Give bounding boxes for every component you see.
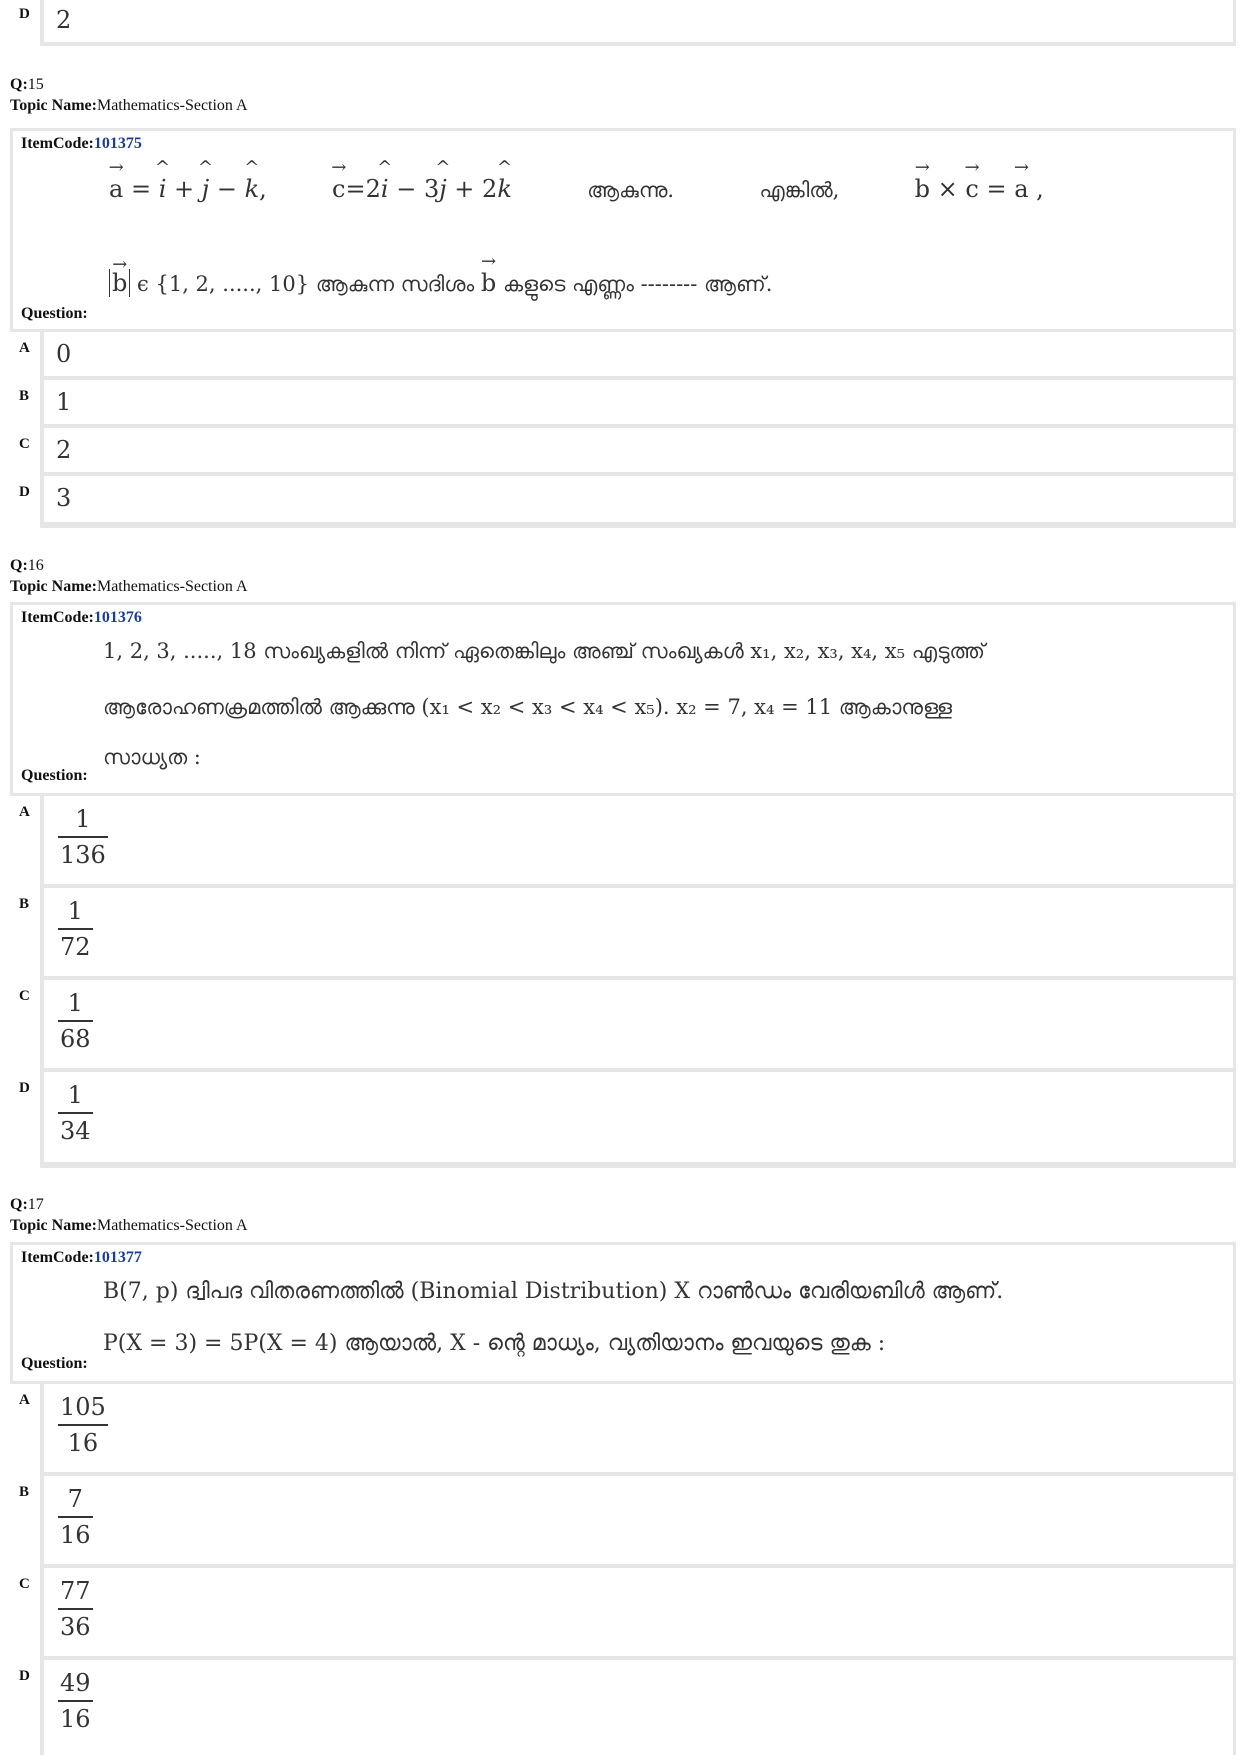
q15-option-c[interactable] xyxy=(10,428,1236,476)
option-text: 1 xyxy=(56,388,72,416)
option-letter: D xyxy=(10,0,40,46)
denominator: 16 xyxy=(67,1428,99,1457)
option-letter: C xyxy=(10,428,40,476)
unit-k: ^ k xyxy=(245,175,260,203)
numerator: 77 xyxy=(60,1577,91,1605)
unit-j: ^ j xyxy=(439,175,446,203)
unit-k: ^ k xyxy=(497,175,512,203)
option-text: 0 xyxy=(56,340,72,368)
comma: , xyxy=(259,175,267,203)
q17-option-b[interactable] xyxy=(10,1476,1236,1568)
option-letter: C xyxy=(10,980,40,1072)
times-sign: × xyxy=(930,175,966,203)
fraction xyxy=(58,894,93,964)
question-label: Question: xyxy=(21,767,88,784)
item-code xyxy=(21,1249,142,1267)
q16-option-a[interactable] xyxy=(10,796,1236,888)
q-number: 16 xyxy=(27,557,44,574)
item-code-value: 101375 xyxy=(93,135,142,152)
comma: , xyxy=(1028,175,1044,203)
option-cell xyxy=(44,0,1233,42)
fraction xyxy=(58,1574,93,1644)
fraction xyxy=(58,1666,93,1736)
denominator: 34 xyxy=(60,1116,91,1145)
topic-label: Topic Name: xyxy=(10,578,97,595)
q15-option-b[interactable] xyxy=(10,380,1236,428)
vector-b: → b xyxy=(481,269,496,297)
vector-b: → b xyxy=(112,269,127,297)
option-letter: D xyxy=(10,1660,40,1755)
option-cell xyxy=(44,428,1233,472)
fraction xyxy=(58,802,108,872)
option-text: 3 xyxy=(56,484,72,512)
option-cell xyxy=(44,380,1233,424)
question-header-17 xyxy=(10,1194,248,1236)
vector-c: → c xyxy=(332,175,345,203)
set-text: ϵ {1, 2, ....., 10} xyxy=(130,272,310,296)
option-cell xyxy=(44,1568,1233,1656)
fraction xyxy=(58,986,93,1056)
option-cell xyxy=(44,1660,1233,1755)
item-code xyxy=(21,609,142,627)
question-line-1 xyxy=(109,175,1229,203)
minus-sign: − xyxy=(209,175,245,203)
c-expr: =2 xyxy=(345,175,381,203)
question-label: Question: xyxy=(21,305,88,322)
fraction xyxy=(58,1078,93,1148)
denominator: 16 xyxy=(60,1704,91,1733)
item-code xyxy=(21,135,142,153)
fraction xyxy=(58,1482,93,1552)
numerator: 1 xyxy=(67,897,83,925)
question-line-1: 1, 2, 3, ....., 18 സംഖ്യകളിൽ നിന്ന് ഏതെങ്കിലും അഞ്ച് സംഖ്യകൾ x₁, x₂, x₃, x₄, x₅ എടുത്ത് xyxy=(103,639,985,663)
question-header-16 xyxy=(10,555,248,597)
option-text: 2 xyxy=(56,436,72,464)
option-letter: D xyxy=(10,1072,40,1168)
numerator: 1 xyxy=(75,805,91,833)
malayalam-text: കളുടെ എണ്ണം -------- ആണ്. xyxy=(496,272,773,296)
option-text: 2 xyxy=(56,6,72,34)
option-letter: B xyxy=(10,1476,40,1568)
vector-a: → a xyxy=(109,175,123,203)
denominator: 136 xyxy=(60,840,106,869)
prev-option-d[interactable] xyxy=(10,0,1236,46)
option-cell xyxy=(44,888,1233,976)
question-line-2: P(X = 3) = 5P(X = 4) ആയാൽ, X - ന്റെ മാധ്യം, വ്യതിയാനം ഇവയുടെ തുക : xyxy=(103,1331,886,1356)
topic-name: Mathematics-Section A xyxy=(96,1217,248,1234)
denominator: 36 xyxy=(60,1612,91,1641)
q-label: Q: xyxy=(10,1196,28,1213)
question-line-1: B(7, p) ദ്വിപദ വിതരണത്തിൽ (Binomial Distribution) X റാൺഡം വേരിയബിൾ ആണ്. xyxy=(103,1279,1004,1304)
option-letter: A xyxy=(10,1384,40,1476)
option-letter: C xyxy=(10,1568,40,1660)
question-header-15 xyxy=(10,74,248,116)
vector-a: → a xyxy=(1014,175,1028,203)
denominator: 16 xyxy=(60,1520,91,1549)
malayalam-text: ആകുന്ന സദിശം xyxy=(309,272,481,296)
unit-i: ^ i xyxy=(159,175,167,203)
item-code-label: ItemCode: xyxy=(21,1249,94,1266)
topic-label: Topic Name: xyxy=(10,97,97,114)
option-cell xyxy=(44,332,1233,376)
numerator: 105 xyxy=(60,1393,106,1421)
question-line-3: സാധ്യത : xyxy=(103,745,201,769)
q16-option-b[interactable] xyxy=(10,888,1236,980)
topic-name: Mathematics-Section A xyxy=(96,97,248,114)
option-letter: A xyxy=(10,796,40,888)
question-box-16 xyxy=(10,602,1236,796)
eq-sign: = xyxy=(978,175,1015,203)
item-code-value: 101377 xyxy=(93,1249,142,1266)
topic-label: Topic Name: xyxy=(10,1217,97,1234)
q16-option-c[interactable] xyxy=(10,980,1236,1072)
fraction xyxy=(58,1390,108,1460)
numerator: 7 xyxy=(67,1485,83,1513)
option-cell xyxy=(44,476,1233,522)
q15-option-a[interactable] xyxy=(10,332,1236,380)
question-label: Question: xyxy=(21,1355,88,1372)
eq-sign: = xyxy=(123,175,159,203)
item-code-value: 101376 xyxy=(93,609,142,626)
c-expr: − 3 xyxy=(388,175,440,203)
q17-option-a[interactable] xyxy=(10,1384,1236,1476)
malayalam-text: ആകുന്നു. xyxy=(587,178,675,202)
q17-option-c[interactable] xyxy=(10,1568,1236,1660)
plus-sign: + xyxy=(166,175,202,203)
numerator: 49 xyxy=(60,1669,91,1697)
q16-option-d[interactable] xyxy=(10,1072,1236,1168)
denominator: 72 xyxy=(60,932,91,961)
question-box-17 xyxy=(10,1242,1236,1384)
q-label: Q: xyxy=(10,76,28,93)
q-number: 15 xyxy=(27,76,44,93)
malayalam-text: എങ്കിൽ, xyxy=(759,178,840,202)
vector-c: → c xyxy=(965,175,978,203)
option-cell xyxy=(44,1476,1233,1564)
unit-j: ^ j xyxy=(202,175,209,203)
vector-b: → b xyxy=(915,175,930,203)
question-line-2 xyxy=(109,269,772,297)
option-letter: D xyxy=(10,476,40,528)
numerator: 1 xyxy=(67,989,83,1017)
question-box-15 xyxy=(10,128,1236,332)
option-cell xyxy=(44,796,1233,884)
unit-i: ^ i xyxy=(381,175,389,203)
denominator: 68 xyxy=(60,1024,91,1053)
option-cell xyxy=(44,980,1233,1068)
q15-option-d[interactable] xyxy=(10,476,1236,528)
option-cell xyxy=(44,1384,1233,1472)
option-letter: B xyxy=(10,380,40,428)
q-label: Q: xyxy=(10,557,28,574)
q17-option-d[interactable] xyxy=(10,1660,1236,1755)
item-code-label: ItemCode: xyxy=(21,135,94,152)
item-code-label: ItemCode: xyxy=(21,609,94,626)
numerator: 1 xyxy=(67,1081,83,1109)
option-letter: A xyxy=(10,332,40,380)
option-cell xyxy=(44,1072,1233,1162)
option-letter: B xyxy=(10,888,40,980)
q-number: 17 xyxy=(27,1196,44,1213)
c-expr: + 2 xyxy=(446,175,498,203)
question-line-2: ആരോഹണക്രമത്തിൽ ആക്കുന്നു (x₁ < x₂ < x₃ < x₄ < x₅). x₂ = 7, x₄ = 11 ആകാനുള്ള xyxy=(103,695,952,719)
topic-name: Mathematics-Section A xyxy=(96,578,248,595)
abs-bar xyxy=(109,269,130,297)
